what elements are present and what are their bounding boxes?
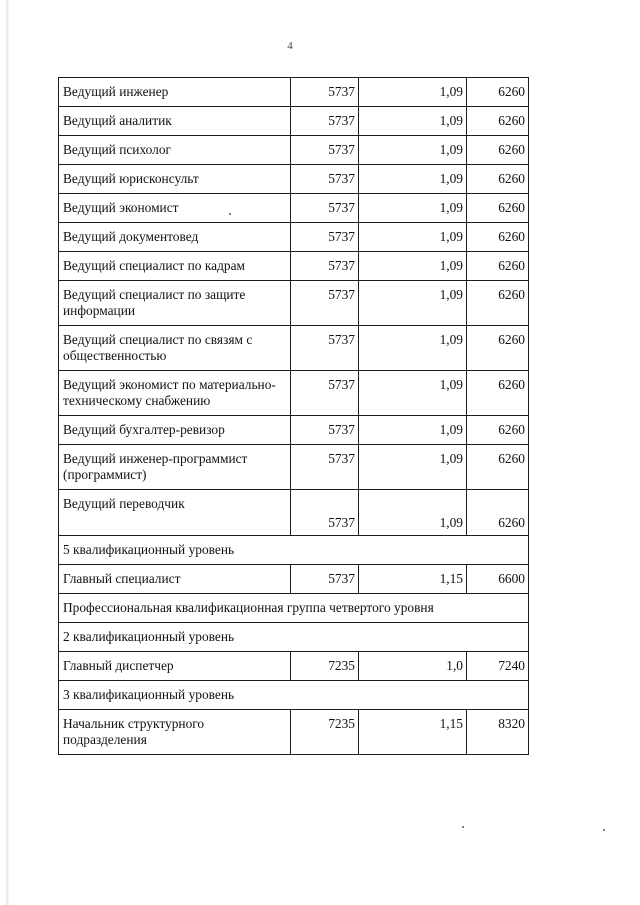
base-salary-cell: 5737 — [291, 490, 359, 536]
position-name-cell: Начальник структурного подразделения — [59, 710, 291, 755]
table-row — [59, 107, 529, 136]
salary-cell: 6260 — [467, 223, 529, 252]
base-salary-cell: 5737 — [291, 194, 359, 223]
position-name-cell: Ведущий экономист — [59, 194, 291, 223]
base-salary-cell: 5737 — [291, 223, 359, 252]
coefficient-cell: 1,09 — [359, 490, 467, 536]
table-row — [59, 490, 529, 536]
base-salary-cell: 5737 — [291, 416, 359, 445]
table-row — [59, 371, 529, 416]
salary-cell: 6260 — [467, 136, 529, 165]
table-row — [59, 710, 529, 755]
table-row — [59, 565, 529, 594]
salary-cell: 6260 — [467, 252, 529, 281]
coefficient-cell: 1,09 — [359, 107, 467, 136]
position-name-cell: Ведущий юрисконсульт — [59, 165, 291, 194]
section-row — [59, 594, 529, 623]
table-row — [59, 165, 529, 194]
salary-cell: 6260 — [467, 165, 529, 194]
salary-cell: 6260 — [467, 445, 529, 490]
coefficient-cell: 1,09 — [359, 78, 467, 107]
salary-table-body — [59, 78, 529, 755]
section-heading: 2 квалификационный уровень — [59, 623, 529, 652]
base-salary-cell: 5737 — [291, 165, 359, 194]
coefficient-cell: 1,15 — [359, 565, 467, 594]
scan-edge-shadow — [6, 0, 9, 905]
table-row — [59, 326, 529, 371]
coefficient-cell: 1,09 — [359, 445, 467, 490]
coefficient-cell: 1,15 — [359, 710, 467, 755]
coefficient-cell: 1,09 — [359, 223, 467, 252]
coefficient-cell: 1,09 — [359, 252, 467, 281]
base-salary-cell: 7235 — [291, 710, 359, 755]
position-name-cell: Ведущий специалист по связям с общественностью — [59, 326, 291, 371]
coefficient-cell: 1,09 — [359, 281, 467, 326]
salary-cell: 6260 — [467, 107, 529, 136]
position-name-cell: Ведущий специалист по защите информации — [59, 281, 291, 326]
coefficient-cell: 1,09 — [359, 326, 467, 371]
table-row — [59, 136, 529, 165]
coefficient-cell: 1,09 — [359, 371, 467, 416]
position-name-cell: Главный специалист — [59, 565, 291, 594]
salary-table — [58, 77, 529, 755]
scan-speck — [229, 213, 231, 215]
base-salary-cell: 5737 — [291, 281, 359, 326]
base-salary-cell: 5737 — [291, 326, 359, 371]
base-salary-cell: 5737 — [291, 371, 359, 416]
base-salary-cell: 5737 — [291, 78, 359, 107]
table-row — [59, 281, 529, 326]
position-name-cell: Главный диспетчер — [59, 652, 291, 681]
base-salary-cell: 5737 — [291, 107, 359, 136]
section-row — [59, 623, 529, 652]
coefficient-cell: 1,09 — [359, 194, 467, 223]
scan-speck — [462, 826, 464, 828]
table-row — [59, 416, 529, 445]
salary-cell: 6260 — [467, 78, 529, 107]
scan-speck — [603, 829, 605, 831]
base-salary-cell: 5737 — [291, 252, 359, 281]
position-name-cell: Ведущий экономист по материально-техническому снабжению — [59, 371, 291, 416]
page-number: 4 — [287, 40, 293, 52]
base-salary-cell: 7235 — [291, 652, 359, 681]
base-salary-cell: 5737 — [291, 445, 359, 490]
position-name-cell: Ведущий переводчик — [59, 490, 291, 536]
position-name-cell: Ведущий психолог — [59, 136, 291, 165]
section-heading: Профессиональная квалификационная группа четвертого уровня — [59, 594, 529, 623]
section-row — [59, 536, 529, 565]
position-name-cell: Ведущий инженер-программист (программист) — [59, 445, 291, 490]
position-name-cell: Ведущий документовед — [59, 223, 291, 252]
table-row — [59, 652, 529, 681]
coefficient-cell: 1,0 — [359, 652, 467, 681]
position-name-cell: Ведущий инженер — [59, 78, 291, 107]
section-row — [59, 681, 529, 710]
salary-cell: 6260 — [467, 490, 529, 536]
salary-cell: 6260 — [467, 416, 529, 445]
salary-cell: 6260 — [467, 281, 529, 326]
table-row — [59, 252, 529, 281]
position-name-cell: Ведущий бухгалтер-ревизор — [59, 416, 291, 445]
position-name-cell: Ведущий специалист по кадрам — [59, 252, 291, 281]
table-row — [59, 445, 529, 490]
base-salary-cell: 5737 — [291, 565, 359, 594]
table-row — [59, 194, 529, 223]
table-row — [59, 223, 529, 252]
salary-cell: 8320 — [467, 710, 529, 755]
salary-cell: 6260 — [467, 194, 529, 223]
salary-cell: 6260 — [467, 371, 529, 416]
section-heading: 3 квалификационный уровень — [59, 681, 529, 710]
coefficient-cell: 1,09 — [359, 165, 467, 194]
salary-cell: 6260 — [467, 326, 529, 371]
base-salary-cell: 5737 — [291, 136, 359, 165]
section-heading: 5 квалификационный уровень — [59, 536, 529, 565]
salary-cell: 6600 — [467, 565, 529, 594]
position-name-cell: Ведущий аналитик — [59, 107, 291, 136]
salary-cell: 7240 — [467, 652, 529, 681]
coefficient-cell: 1,09 — [359, 136, 467, 165]
table-row — [59, 78, 529, 107]
coefficient-cell: 1,09 — [359, 416, 467, 445]
